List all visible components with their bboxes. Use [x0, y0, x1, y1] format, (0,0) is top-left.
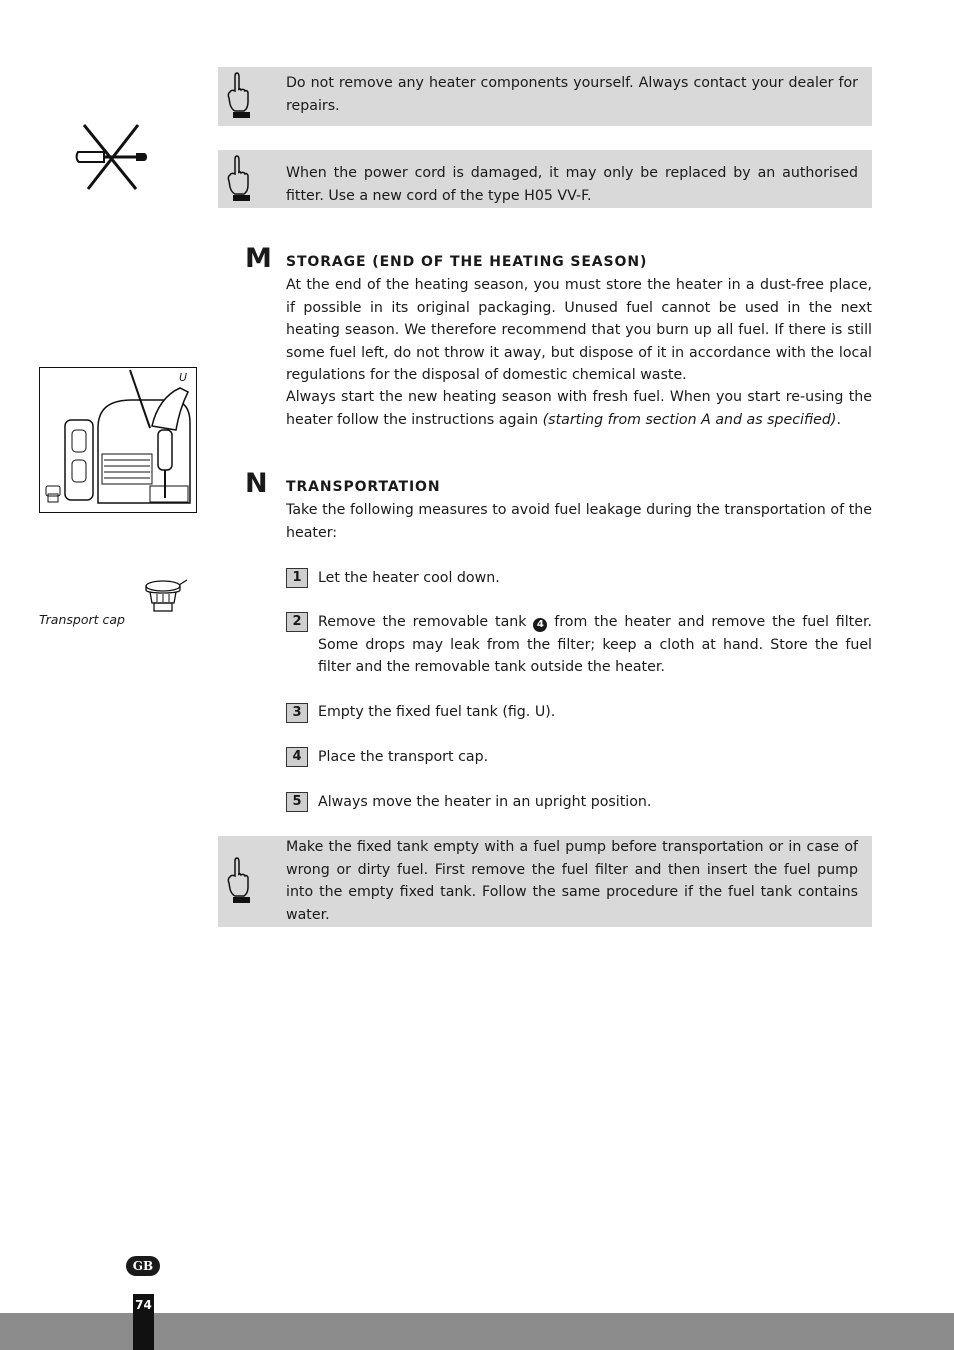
figure-u-label: U — [179, 371, 188, 384]
section-title-storage: STORAGE (END OF THE HEATING SEASON) — [286, 254, 648, 270]
step-number: 2 — [286, 612, 308, 632]
transport-cap-caption: Transport cap — [39, 612, 125, 627]
pointing-hand-icon — [224, 71, 252, 121]
section-letter-n: N — [245, 468, 268, 499]
step-number: 1 — [286, 568, 308, 588]
storage-paragraph-2: Always start the new heating season with fresh fuel. When you start re-using the heater follow the instructions again (starting from section A and as specified). — [286, 389, 872, 428]
transportation-intro: Take the following measures to avoid fuel leakage during the transportation of the heater: — [286, 502, 872, 541]
transport-cap-icon — [143, 577, 189, 615]
warning-text: Make the fixed tank empty with a fuel pump before transportation or in case of wrong or dirty fuel. First remove the fuel filter and then insert the fuel pump into the empty fixed tank. Follow the same procedure if the fuel tank contains water. — [286, 839, 858, 923]
step-number: 3 — [286, 703, 308, 723]
warning-text: When the power cord is damaged, it may only be replaced by an authorised fitter. Use a new cord of the type H05 VV-F. — [286, 165, 858, 204]
pointing-hand-icon — [224, 856, 252, 906]
language-badge: GB — [126, 1256, 160, 1276]
section-title-transportation: TRANSPORTATION — [286, 479, 441, 495]
pointing-hand-icon — [224, 154, 252, 204]
no-screwdriver-icon — [74, 122, 152, 192]
warning-text: Do not remove any heater components yourself. Always contact your dealer for repairs. — [286, 75, 858, 114]
section-letter-m: M — [245, 243, 272, 274]
number-4-badge: 4 — [533, 618, 547, 632]
warning-note-no-repair — [218, 67, 872, 126]
step-text: Always move the heater in an upright position. — [318, 794, 652, 810]
warning-note-fuel-pump — [218, 836, 872, 927]
step-number: 5 — [286, 792, 308, 812]
step-text: Let the heater cool down. — [318, 570, 500, 586]
step-text: Place the transport cap. — [318, 749, 489, 765]
step-text: Empty the fixed fuel tank (fig. U). — [318, 704, 556, 720]
warning-note-power-cord — [218, 150, 872, 208]
heater-pump-illustration — [40, 368, 196, 512]
page-number: 74 — [135, 1298, 152, 1312]
figure-u — [39, 367, 197, 513]
storage-paragraph-1: At the end of the heating season, you must store the heater in a dust-free place, if possible in its original packaging. Unused fuel cannot be used in the next heating season. We therefore recommend that you burn up all fuel. If there is still some fuel left, do not throw it away, but dispose of it in accordance with the local regulations for the disposal of domestic chemical waste. — [286, 277, 872, 383]
step-text: Remove the removable tank 4 from the heater and remove the fuel filter. Some drops may leak from the filter; keep a cloth at hand. Store the fuel filter and the removable tank outside the heater. — [318, 614, 873, 675]
step-number: 4 — [286, 747, 308, 767]
